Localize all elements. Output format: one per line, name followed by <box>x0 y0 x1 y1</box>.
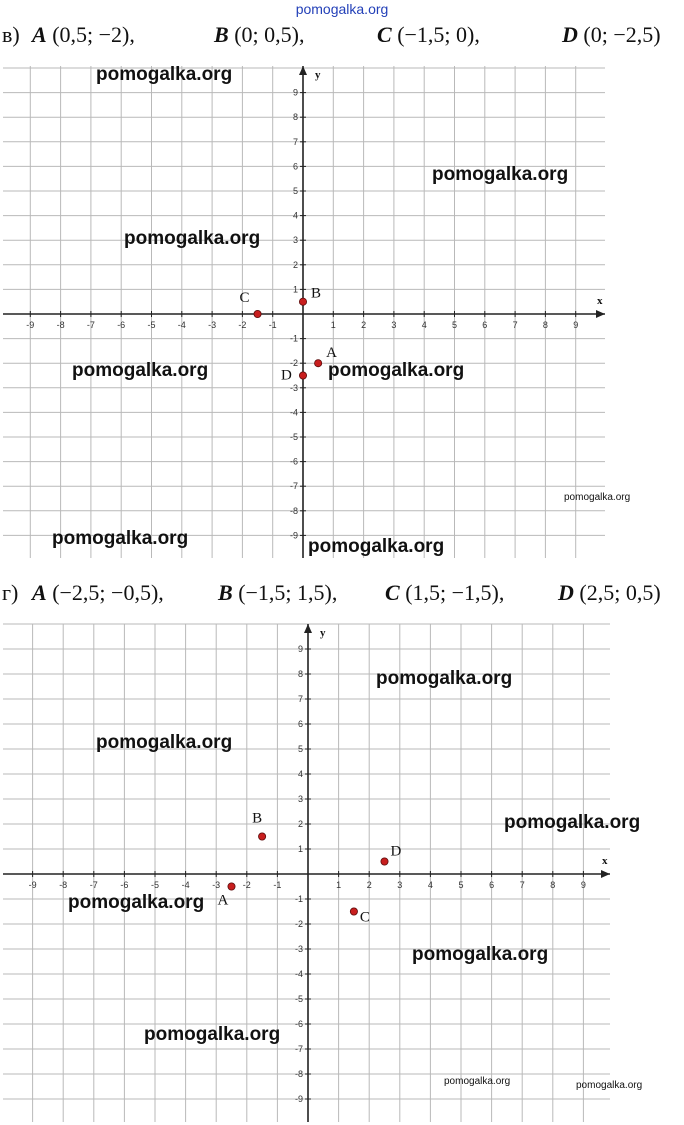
watermark: pomogalka.org <box>124 228 261 249</box>
x-tick-label: 3 <box>397 880 403 890</box>
x-tick-label: -8 <box>56 320 65 330</box>
watermark: pomogalka.org <box>504 812 641 833</box>
y-tick-label: 7 <box>297 694 303 704</box>
x-tick-label: 3 <box>391 320 397 330</box>
y-tick-label: -7 <box>294 1044 303 1054</box>
x-tick-label: 2 <box>361 320 367 330</box>
x-tick-label: -8 <box>59 880 68 890</box>
y-tick-label: 4 <box>292 210 298 221</box>
point-label-d: D <box>281 367 292 384</box>
y-tick-label: -4 <box>289 407 298 418</box>
watermark-small: pomogalka.org <box>444 1076 511 1087</box>
point-label-a: A <box>217 892 229 909</box>
x-tick-label: 6 <box>489 880 495 890</box>
y-tick-label: -9 <box>294 1094 303 1104</box>
x-tick-label: 9 <box>573 320 579 330</box>
y-tick-label: -6 <box>294 1019 303 1029</box>
point-c <box>254 310 261 317</box>
exercise-g-point-a: A (−2,5; −0,5), <box>32 580 164 605</box>
point-label-b: B <box>252 810 263 827</box>
x-tick-label: -4 <box>177 320 186 330</box>
point-d <box>299 372 306 379</box>
watermark: pomogalka.org <box>328 360 465 381</box>
header-site-link[interactable]: pomogalka.org <box>295 1 389 17</box>
x-tick-label: 6 <box>482 320 488 330</box>
y-tick-label: 6 <box>297 719 303 729</box>
watermark: pomogalka.org <box>96 732 233 753</box>
y-axis-arrow-icon <box>304 624 312 633</box>
x-axis-arrow-icon <box>601 870 610 878</box>
x-tick-label: -5 <box>147 320 156 330</box>
y-tick-label: -8 <box>289 505 298 516</box>
x-axis-label: x <box>602 855 608 867</box>
x-tick-label: -6 <box>120 880 129 890</box>
y-axis-label: y <box>320 627 326 639</box>
x-tick-label: -4 <box>181 880 190 890</box>
point-b <box>259 833 266 840</box>
y-tick-label: 9 <box>297 644 303 654</box>
y-tick-label: -5 <box>294 994 303 1004</box>
y-axis-arrow-icon <box>299 66 307 75</box>
exercise-v-point-a: A (0,5; −2), <box>32 22 135 47</box>
y-tick-label: -5 <box>289 432 298 442</box>
x-tick-label: -5 <box>150 880 160 890</box>
x-axis-label: x <box>597 295 603 307</box>
watermark: pomogalka.org <box>144 1024 281 1045</box>
watermark: pomogalka.org <box>412 944 549 965</box>
y-tick-label: -3 <box>289 382 298 393</box>
y-tick-label: 4 <box>297 769 303 779</box>
point-label-b: B <box>311 285 322 302</box>
y-tick-label: 9 <box>292 87 298 98</box>
exercise-g-point-c: C (1,5; −1,5), <box>385 580 505 605</box>
watermark-small: pomogalka.org <box>576 1080 643 1091</box>
y-tick-label: -2 <box>294 919 303 929</box>
x-tick-label: 5 <box>458 880 464 890</box>
x-tick-label: 8 <box>542 320 548 330</box>
watermark: pomogalka.org <box>72 360 209 381</box>
x-tick-label: 9 <box>580 880 586 890</box>
point-c <box>350 908 357 915</box>
y-tick-label: 2 <box>292 259 298 270</box>
x-tick-label: -3 <box>212 880 221 890</box>
point-label-c: C <box>359 909 370 926</box>
y-tick-label: -4 <box>294 969 303 979</box>
y-tick-label: -9 <box>289 530 298 541</box>
x-tick-label: -2 <box>238 320 247 330</box>
watermark: pomogalka.org <box>432 164 569 185</box>
y-tick-label: 3 <box>297 794 303 804</box>
y-tick-label: 5 <box>292 186 298 196</box>
point-d <box>381 858 388 865</box>
point-label-d: D <box>390 843 402 860</box>
watermark: pomogalka.org <box>52 528 189 549</box>
watermark-small: pomogalka.org <box>564 492 631 503</box>
y-tick-label: 8 <box>292 112 298 123</box>
watermark: pomogalka.org <box>376 668 513 689</box>
point-label-a: A <box>326 345 337 362</box>
x-tick-label: 7 <box>512 320 518 330</box>
x-tick-label: -7 <box>86 320 95 330</box>
y-tick-label: -2 <box>289 358 298 369</box>
y-tick-label: -1 <box>294 894 303 904</box>
x-tick-label: -1 <box>268 320 277 330</box>
exercise-g-point-b: B (−1,5; 1,5), <box>218 580 338 605</box>
y-tick-label: -3 <box>294 944 303 954</box>
exercise-v-point-b: B (0; 0,5), <box>214 22 305 47</box>
x-tick-label: -6 <box>117 320 126 330</box>
y-tick-label: 2 <box>297 819 303 829</box>
x-tick-label: -9 <box>26 320 35 330</box>
exercise-v-point-c: C (−1,5; 0), <box>377 22 480 47</box>
y-tick-label: -8 <box>294 1069 303 1079</box>
watermark: pomogalka.org <box>68 892 205 913</box>
x-tick-label: 7 <box>519 880 525 890</box>
x-tick-label: 5 <box>451 320 458 330</box>
y-tick-label: 1 <box>297 844 303 854</box>
exercise-g-point-d: D (2,5; 0,5) <box>558 580 661 605</box>
x-tick-label: 1 <box>336 880 342 890</box>
coordinate-plane-g <box>0 562 684 1125</box>
watermark: pomogalka.org <box>308 536 445 557</box>
exercise-g-label: г) <box>2 580 19 605</box>
exercise-v-point-d: D (0; −2,5) <box>562 22 661 47</box>
x-tick-label: 2 <box>366 880 372 890</box>
x-tick-label: 4 <box>421 320 427 330</box>
point-b <box>299 298 306 305</box>
x-tick-label: 1 <box>330 320 336 330</box>
y-tick-label: 8 <box>297 669 303 679</box>
x-tick-label: -9 <box>28 880 37 890</box>
x-tick-label: -2 <box>242 880 251 890</box>
x-tick-label: -3 <box>208 320 217 330</box>
x-tick-label: 8 <box>550 880 556 890</box>
y-tick-label: 3 <box>292 235 298 246</box>
y-tick-label: 7 <box>292 136 298 147</box>
y-axis-label: y <box>315 69 321 81</box>
point-label-c: C <box>239 290 250 306</box>
x-tick-label: 4 <box>427 880 433 890</box>
x-tick-label: -7 <box>89 880 98 890</box>
y-tick-label: 1 <box>292 284 298 295</box>
y-tick-label: 5 <box>297 744 303 754</box>
point-a <box>228 883 235 890</box>
y-tick-label: -6 <box>289 456 298 467</box>
point-a <box>315 360 322 367</box>
exercise-v-label: в) <box>2 22 20 47</box>
watermark: pomogalka.org <box>96 64 233 85</box>
x-tick-label: -1 <box>273 880 282 890</box>
y-tick-label: -1 <box>289 333 298 344</box>
y-tick-label: -7 <box>289 481 298 492</box>
x-axis-arrow-icon <box>596 310 605 318</box>
y-tick-label: 6 <box>292 161 298 172</box>
